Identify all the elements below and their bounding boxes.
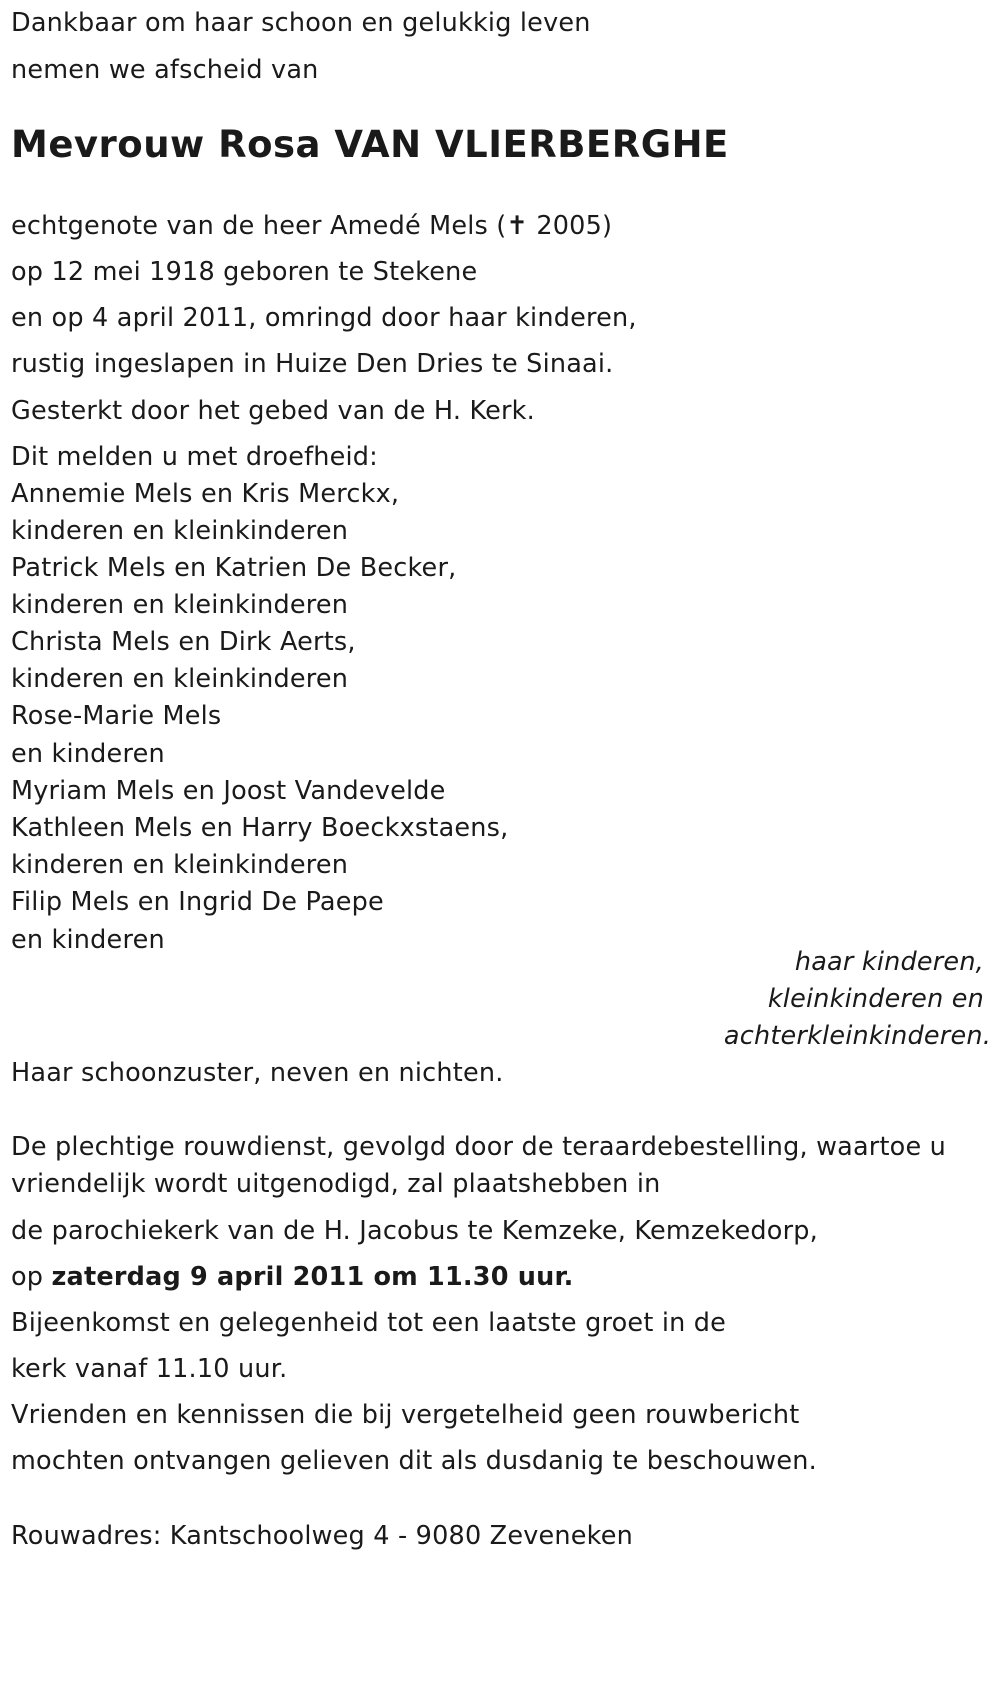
signature-line: achterkleinkinderen. — [723, 1021, 991, 1051]
family-line: Rose-Marie Mels — [11, 701, 222, 731]
family-line: kinderen en kleinkinderen — [11, 516, 349, 546]
family-line: Christa Mels en Dirk Aerts, — [11, 627, 356, 657]
bio-line: en op 4 april 2011, omringd door haar kinderen, — [11, 303, 637, 333]
intro-line: Dankbaar om haar schoon en gelukkig leven — [11, 8, 591, 38]
signature-line: kleinkinderen en — [767, 984, 984, 1014]
deceased-name: Mevrouw Rosa VAN VLIERBERGHE — [11, 123, 729, 166]
family-line: Filip Mels en Ingrid De Paepe — [11, 887, 384, 917]
family-line: kinderen en kleinkinderen — [11, 850, 349, 880]
service-line: Vrienden en kennissen die bij vergetelheid geen rouwbericht — [11, 1400, 800, 1430]
family-line: Kathleen Mels en Harry Boeckxstaens, — [11, 813, 509, 843]
family-line: en kinderen — [11, 739, 165, 769]
extended-family: Haar schoonzuster, neven en nichten. — [11, 1058, 504, 1088]
service-date-prefix: op — [11, 1262, 52, 1292]
bio-line: rustig ingeslapen in Huize Den Dries te Sinaai. — [11, 349, 614, 379]
family-heading: Dit melden u met droefheid: — [11, 442, 378, 472]
family-line: kinderen en kleinkinderen — [11, 590, 349, 620]
service-line: De plechtige rouwdienst, gevolgd door de teraardebestelling, waartoe u — [11, 1132, 947, 1162]
family-line: en kinderen — [11, 925, 165, 955]
bio-line: Gesterkt door het gebed van de H. Kerk. — [11, 396, 535, 426]
service-line: Bijeenkomst en gelegenheid tot een laatste groet in de — [11, 1308, 727, 1338]
service-line: kerk vanaf 11.10 uur. — [11, 1354, 288, 1384]
service-line: de parochiekerk van de H. Jacobus te Kemzeke, Kemzekedorp, — [11, 1216, 818, 1246]
intro-line: nemen we afscheid van — [11, 55, 319, 85]
family-line: kinderen en kleinkinderen — [11, 664, 349, 694]
family-line: Annemie Mels en Kris Merckx, — [11, 479, 400, 509]
service-line: vriendelijk wordt uitgenodigd, zal plaatshebben in — [11, 1169, 661, 1199]
service-date-line — [11, 1262, 574, 1292]
bio-line: op 12 mei 1918 geboren te Stekene — [11, 257, 478, 287]
mourning-address: Rouwadres: Kantschoolweg 4 - 9080 Zeveneken — [11, 1521, 633, 1551]
service-date: zaterdag 9 april 2011 om 11.30 uur. — [51, 1262, 574, 1292]
family-line: Myriam Mels en Joost Vandevelde — [11, 776, 446, 806]
family-line: Patrick Mels en Katrien De Becker, — [11, 553, 457, 583]
service-line: mochten ontvangen gelieven dit als dusdanig te beschouwen. — [11, 1446, 817, 1476]
signature-line: haar kinderen, — [794, 947, 984, 977]
bio-line: echtgenote van de heer Amedé Mels (✝ 2005) — [11, 211, 613, 241]
